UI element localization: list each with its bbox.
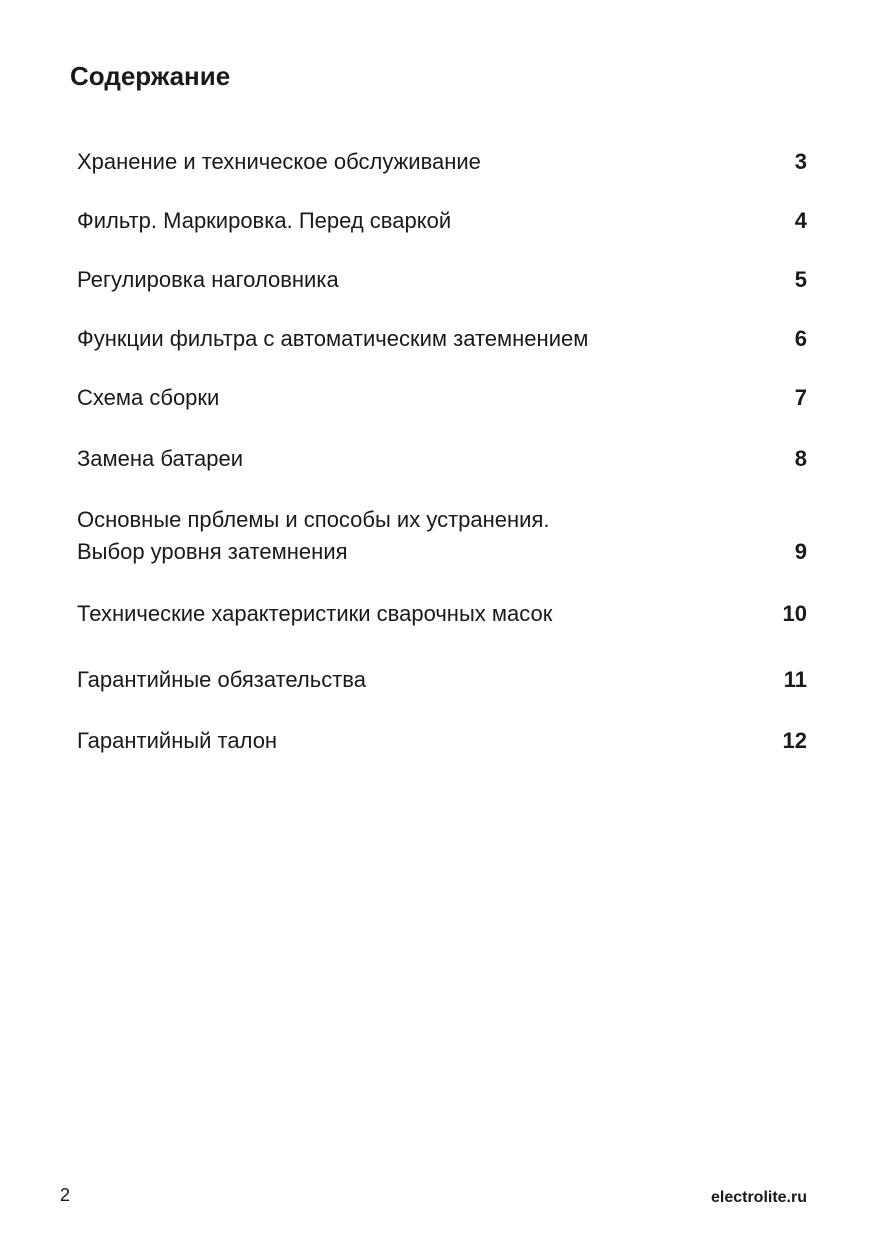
toc-entry-page: 4 xyxy=(794,208,807,233)
toc-entry-label xyxy=(77,205,451,237)
toc-entry-page: 12 xyxy=(782,728,807,753)
toc-entry-label-line: Технические характеристики сварочных масок xyxy=(77,601,553,626)
toc-entry-page: 5 xyxy=(794,267,807,292)
toc-entry-label-line: Гарантийные обязательства xyxy=(77,667,366,692)
toc-entry-label xyxy=(77,323,588,355)
toc-entry-page: 10 xyxy=(782,601,807,626)
footer-site-link[interactable]: electrolite.ru xyxy=(710,1189,807,1206)
footer-page-number: 2 xyxy=(60,1185,71,1205)
toc-entry-label-line: Фильтр. Маркировка. Перед сваркой xyxy=(77,208,452,233)
toc-entry-page: 7 xyxy=(794,385,807,410)
toc-entry-page: 8 xyxy=(794,446,807,471)
toc-entry-label-line: Основные прблемы и способы их устранения. xyxy=(77,507,550,532)
toc-entry-label-line: Регулировка наголовника xyxy=(77,267,339,292)
toc-entry-label-line: Хранение и техническое обслуживание xyxy=(77,149,481,174)
toc-entry-page: 6 xyxy=(794,326,807,351)
toc-entry-page: 9 xyxy=(794,539,807,564)
toc-entry-label-line: Схема сборки xyxy=(77,385,220,410)
toc-entry-label xyxy=(77,382,219,414)
toc-entry-page: 11 xyxy=(783,667,807,692)
toc-entry-label-line: Выбор уровня затемнения xyxy=(77,539,348,564)
toc-entry-label xyxy=(77,443,243,475)
toc-entry-label-line: Замена батареи xyxy=(77,446,244,471)
page-title: Содержание xyxy=(70,61,231,91)
toc-entry-label-line: Функции фильтра с автоматическим затемнением xyxy=(77,326,589,351)
toc-entry-label xyxy=(77,146,481,178)
toc-entry-label-line: Гарантийный талон xyxy=(77,728,278,753)
toc-entry-page: 3 xyxy=(794,149,807,174)
toc-entry-label xyxy=(77,664,366,696)
toc-entry-label xyxy=(77,725,277,757)
toc-entry-label xyxy=(77,264,339,296)
toc-entry-label xyxy=(77,504,549,568)
toc-entry-label xyxy=(77,598,552,630)
